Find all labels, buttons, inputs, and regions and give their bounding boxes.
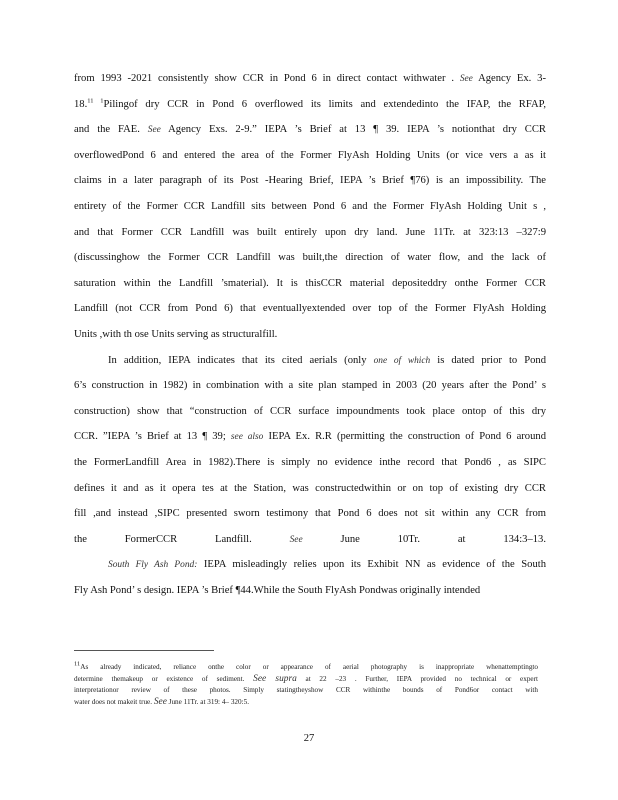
italic-text: See supra [253,673,297,684]
text-run: As already indicated, reliance onthe color or appearance of aerial photography is inappropriate whenattemptingto [80,663,538,671]
italic-text: See [153,696,167,707]
text-run: Agency Ex. 3- [472,73,546,84]
text-run: CCR. ”IEPA ’s Brief at 13 ¶ 39; [74,431,231,443]
text-run: In addition, IEPA indicates that its cited aerials (only [108,354,374,366]
italic-text: South Fly Ash Pond: [108,560,198,571]
text-run: from 1993 -2021 consistently show CCR in Pond 6 in direct contact withwater . [74,73,460,84]
text-run: at 22 –23 . Further, IEPA provided no technical or expert [296,674,538,683]
page-number: 27 [303,733,315,744]
text-line [74,476,546,502]
text-run: IEPA misleadingly relies upon its Exhibit NN as evidence of the South [197,559,546,571]
text-line [74,271,546,297]
text-line [74,143,546,169]
text-line [74,552,546,578]
text-line [74,501,546,527]
text-run: is dated prior to Pond [430,354,546,366]
text-line [74,66,546,92]
text-line [74,322,546,348]
text-run: water does not makeit true. [74,697,154,706]
text-line [74,92,546,118]
footnote-line [74,674,538,686]
text-run: and that Former CCR Landfill was built entirely upon dry land. June 11Tr. at 323:13 –327:9 [74,226,546,238]
footnote-line [74,697,538,709]
text-line [74,117,546,143]
text-run: June 10Tr. at 134:3–13. [302,533,546,545]
text-run: 18. [74,98,88,110]
text-line [74,424,546,450]
text-run: overflowedPond 6 and entered the area of the Former FlyAsh Holding Units (or vice vers a as it [74,149,546,161]
italic-text: see also [230,432,264,443]
text-run: fill ,and instead ,SIPC presented sworn testimony that Pond 6 does not sit within any CCR from [74,508,546,520]
text-line [74,527,546,553]
text-run: 6’s construction in 1982) in combination with a site plan stamped in 2003 (20 years after the Pond’ s [74,380,546,392]
footnote-separator [74,650,214,651]
italic-text: See [147,125,161,136]
footnote-marker: 11 1 [87,97,104,105]
text-run: Pilingof dry CCR in Pond 6 overflowed its limits and extendedinto the IFAP, the RFAP, [103,98,546,110]
footnote-line [74,662,538,674]
text-line [74,194,546,220]
text-line [74,220,546,246]
text-line [74,168,546,194]
text-run: Agency Exs. 2-9.” IEPA ’s Brief at 13 ¶ 39. IEPA ’s notionthat dry CCR [160,124,546,136]
footnote-line [74,685,538,697]
text-run: saturation within the Landfill ’smaterial). It is thisCCR material depositeddry onthe Former CCR [74,277,546,289]
italic-text: See [289,534,303,545]
text-run: Landfill (not CCR from Pond 6) that eventuallyextended over top of the Former FlyAsh Holding [74,303,546,315]
text-run: and the FAE. [74,124,148,136]
italic-text: one of which [373,355,431,366]
text-run: entirety of the Former CCR Landfill sits between Pond 6 and the Former FlyAsh Holding Unit s , [74,200,546,212]
text-line [74,296,546,322]
text-run: Fly Ash Pond’ s design. IEPA ’s Brief ¶44.While the South FlyAsh Pondwas originally intended [74,584,481,596]
footnote [74,662,538,708]
text-run: the FormerLandfill Area in 1982).There is simply no evidence inthe record that Pond6 , as SIPC [74,456,546,468]
text-line [74,578,546,604]
italic-text: See [459,74,473,84]
text-run: defines it and as it opera tes at the Station, was constructedwithin or on top of existing dry CCR [74,482,546,494]
text-run: determine themakeup or existence of sediment. [74,674,254,683]
text-run: the FormerCCR Landfill. [74,533,290,545]
text-line [74,348,546,374]
text-line [74,245,546,271]
text-run: June 11Tr. at 319: 4– 320:5. [166,697,249,706]
text-line [74,399,546,425]
text-run: IEPA Ex. R.R (permitting the construction of Pond 6 around [263,431,546,443]
text-run: (discussinghow the Former CCR Landfill was built,the direction of water flow, and the lack of [74,252,546,264]
text-line [74,450,546,476]
text-line [74,373,546,399]
footnote-marker: 11 [74,660,81,668]
text-run: construction) show that “construction of CCR surface impoundments took place ontop of this dry [74,405,546,417]
text-run: interpretationor review of these photos. Simply statingtheyshow CCR withinthe bounds of Pond6or contact with [74,686,538,695]
text-run: Units ,with th ose Units serving as structuralfill. [74,328,278,340]
text-run: claims in a later paragraph of its Post -Hearing Brief, IEPA ’s Brief ¶76) is an impossibility. The [74,175,546,187]
body-text [74,66,546,603]
